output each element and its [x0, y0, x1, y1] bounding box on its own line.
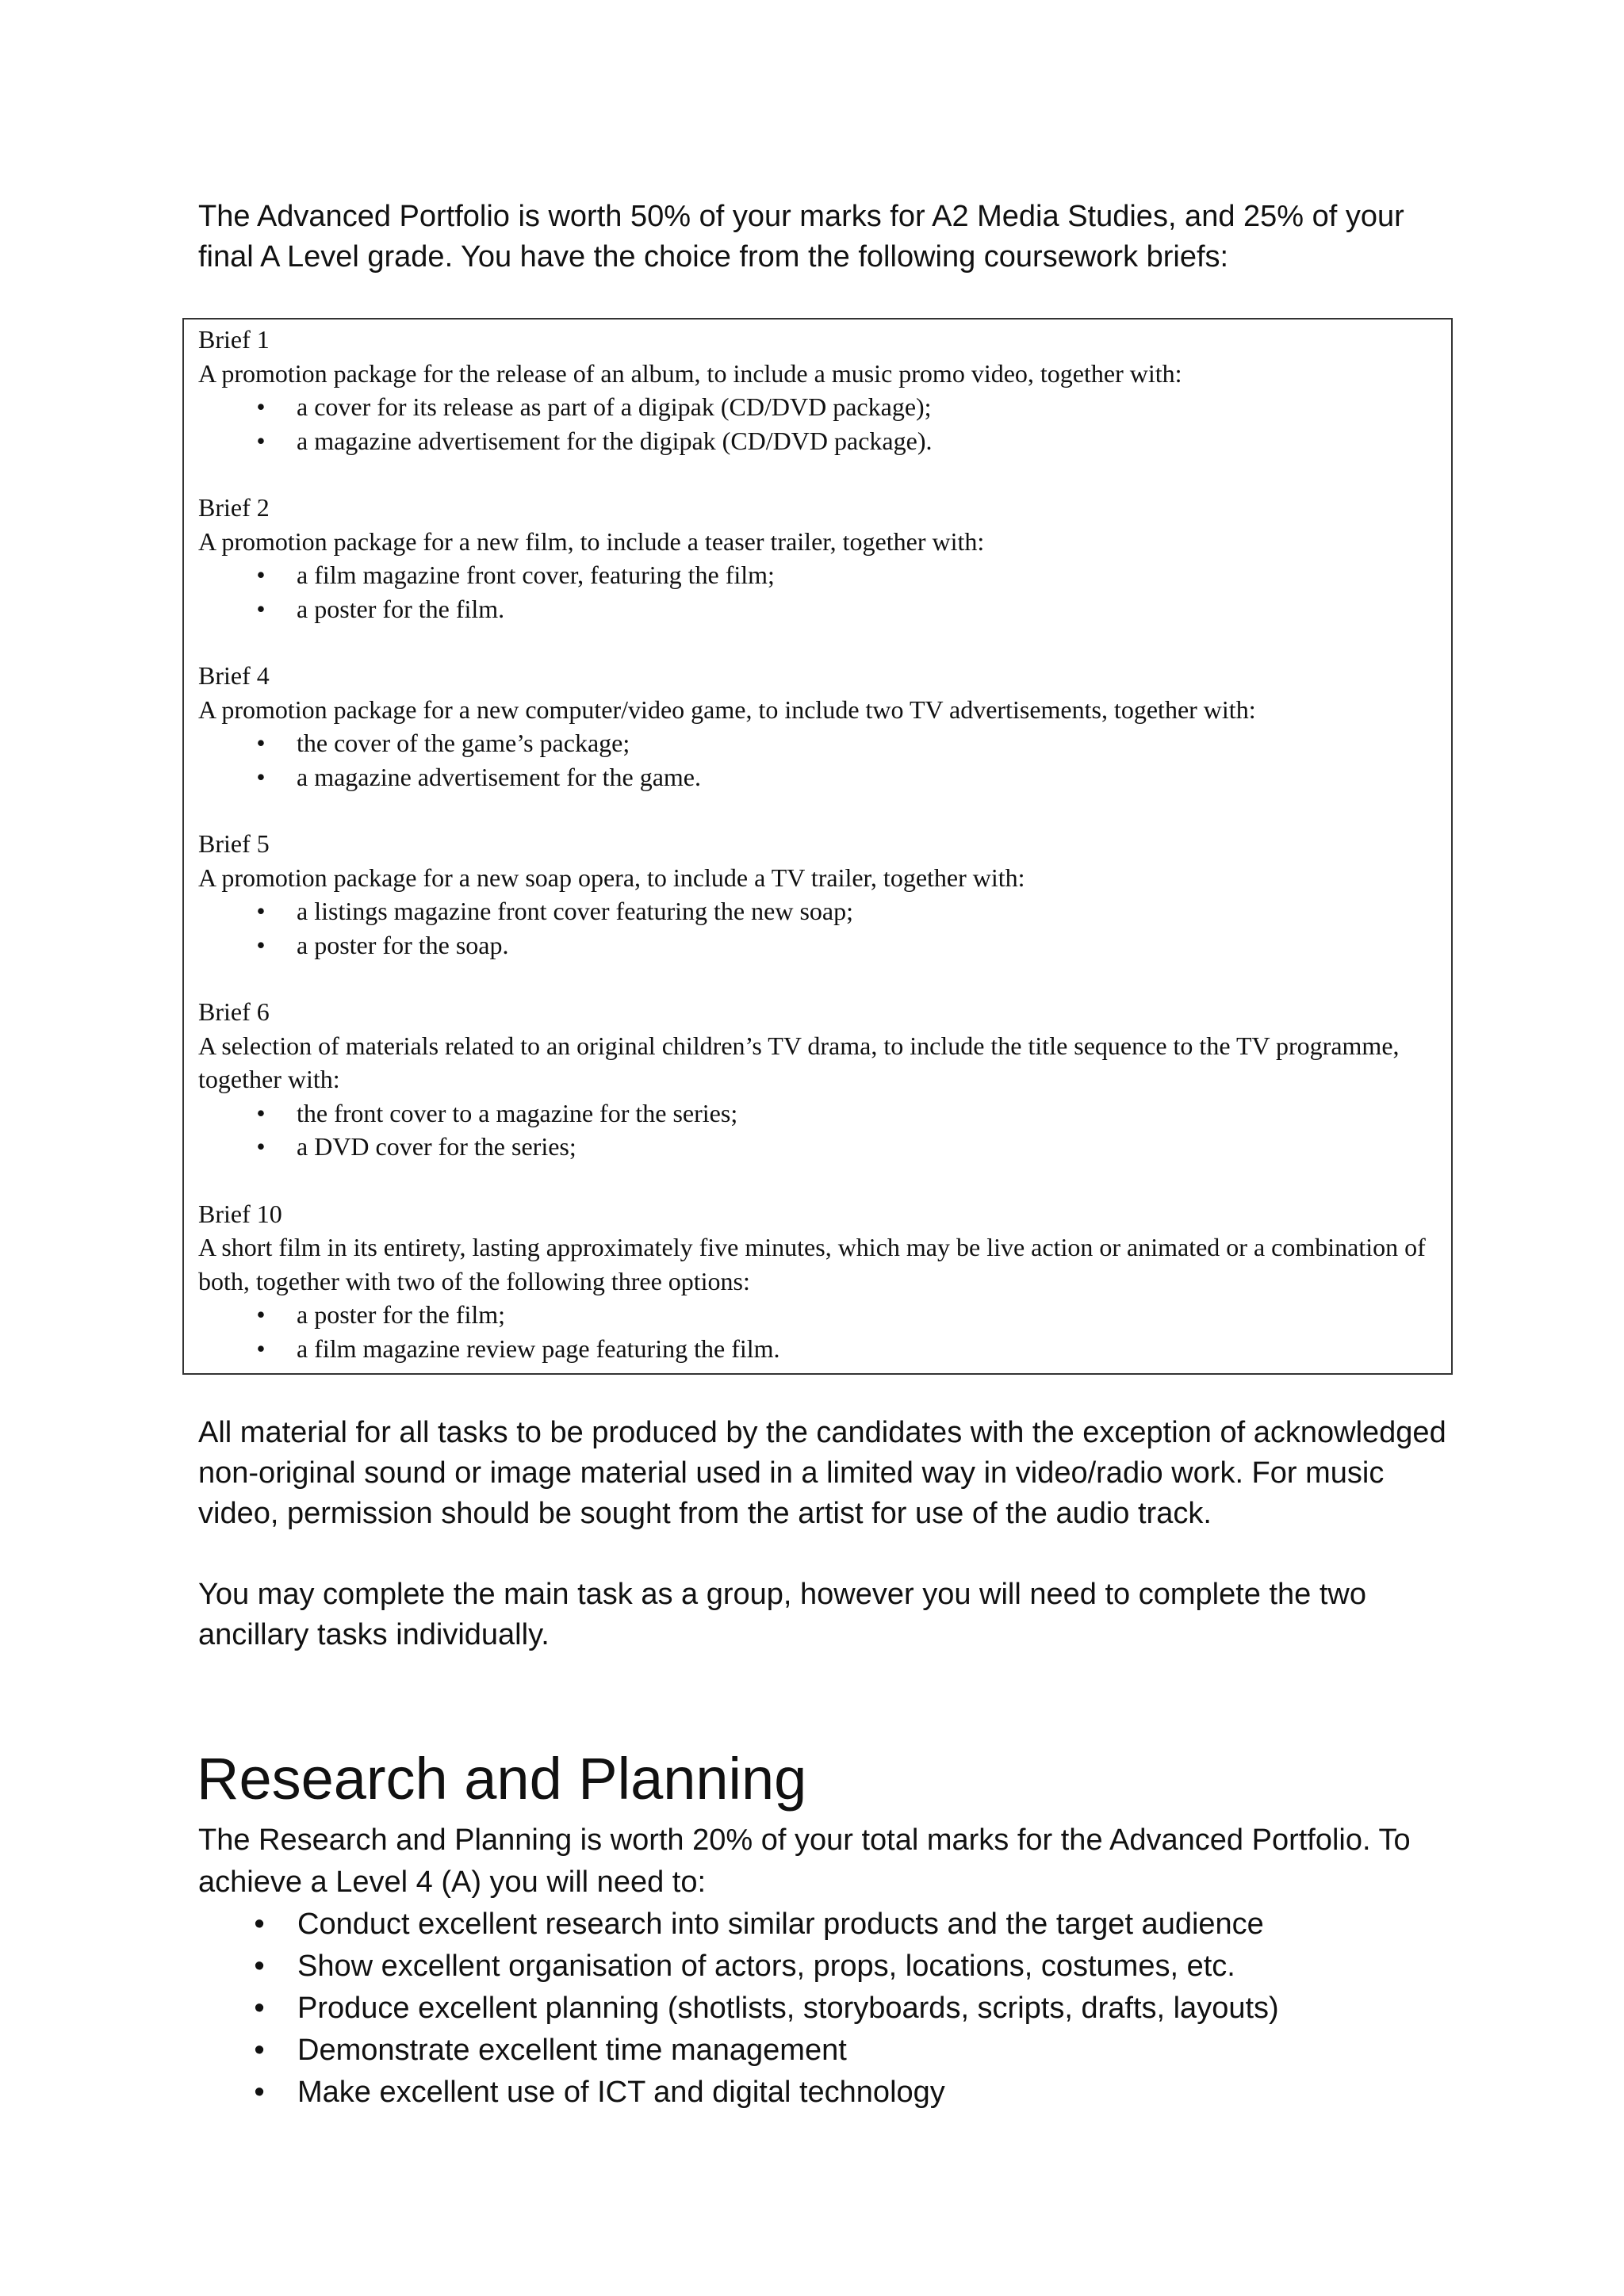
brief-title: Brief 5	[198, 829, 270, 858]
list-item	[198, 1332, 1437, 1366]
research-criteria-list	[198, 1904, 1467, 2114]
list-item	[198, 1096, 1437, 1131]
list-item-text: a poster for the film.	[297, 594, 505, 623]
bullet-icon: •	[254, 1992, 265, 2025]
list-item	[198, 558, 1437, 592]
brief-items	[198, 1096, 1437, 1164]
bullet-icon: •	[256, 930, 266, 959]
brief-items	[198, 1298, 1437, 1365]
brief-title: Brief 10	[198, 1199, 282, 1228]
list-item	[198, 1130, 1437, 1164]
brief-items	[198, 558, 1437, 626]
brief-items	[198, 894, 1437, 962]
list-item	[198, 760, 1437, 794]
brief-description: A selection of materials related to an original children’s TV drama, to include the title sequence to the TV programme, together with:	[198, 1031, 1400, 1093]
brief-description: A promotion package for the release of an album, to include a music promo video, together with:	[198, 358, 1182, 388]
brief-title: Brief 4	[198, 661, 270, 690]
brief-title: Brief 1	[198, 325, 270, 354]
list-item-text: a poster for the soap.	[297, 930, 509, 959]
intro-paragraph	[198, 197, 1459, 277]
coursework-briefs-box	[182, 318, 1453, 1375]
list-item	[198, 726, 1437, 760]
list-item	[198, 1904, 1467, 1946]
research-intro: The Research and Planning is worth 20% of your total marks for the Advanced Portfolio. To achieve a Level 4 (A) you will need to:	[198, 1823, 1411, 1899]
bullet-icon: •	[254, 1908, 265, 1941]
bullet-icon: •	[256, 1098, 266, 1127]
brief-description: A promotion package for a new computer/video game, to include two TV advertisements, together with:	[198, 695, 1256, 724]
list-item	[198, 1988, 1467, 2030]
brief-items	[198, 726, 1437, 794]
list-item-text: Show excellent organisation of actors, props, locations, costumes, etc.	[297, 1950, 1235, 1983]
intro-section	[198, 197, 1459, 277]
list-item	[198, 424, 1437, 458]
brief-4	[198, 659, 1437, 794]
bullet-icon: •	[256, 897, 266, 925]
bullet-icon: •	[256, 1132, 266, 1161]
list-item-text: a cover for its release as part of a digipak (CD/DVD package);	[297, 392, 932, 421]
brief-description: A promotion package for a new soap opera, to include a TV trailer, together with:	[198, 863, 1025, 892]
list-item-text: a poster for the film;	[297, 1300, 506, 1329]
brief-items	[198, 390, 1437, 457]
list-item-text: the front cover to a magazine for the series;	[297, 1098, 738, 1127]
list-item	[198, 390, 1437, 424]
bullet-icon: •	[256, 392, 266, 421]
bullet-icon: •	[256, 1300, 266, 1329]
list-item-text: a DVD cover for the series;	[297, 1132, 576, 1161]
section-heading: Research and Planning	[197, 1746, 807, 1812]
intro-line-2: final A Level grade. You have the choice from the following coursework briefs:	[198, 240, 1229, 274]
list-item-text: a magazine advertisement for the digipak (CD/DVD package).	[297, 426, 933, 455]
list-item-text: a film magazine front cover, featuring the film;	[297, 561, 775, 589]
bullet-icon: •	[254, 1950, 265, 1983]
list-item	[198, 894, 1437, 928]
brief-1	[198, 323, 1437, 457]
brief-6	[198, 995, 1437, 1164]
list-item	[198, 2072, 1467, 2114]
bullet-icon: •	[256, 594, 266, 623]
bullet-icon: •	[256, 561, 266, 589]
list-item-text: Produce excellent planning (shotlists, storyboards, scripts, drafts, layouts)	[297, 1992, 1279, 2025]
brief-title: Brief 6	[198, 997, 270, 1026]
list-item-text: a film magazine review page featuring the film.	[297, 1334, 780, 1363]
notes-section	[198, 1413, 1467, 1696]
materials-paragraph: All material for all tasks to be produced by the candidates with the exception of acknowledged non-original sound or image material used in a limited way in video/radio work. For music video, permission should be sought from the artist for use of the audio track.	[198, 1416, 1446, 1530]
bullet-icon: •	[256, 1334, 266, 1363]
brief-title: Brief 2	[198, 493, 270, 522]
list-item-text: a listings magazine front cover featuring the new soap;	[297, 897, 853, 925]
brief-5	[198, 827, 1437, 962]
list-item	[198, 928, 1437, 962]
intro-line-1: The Advanced Portfolio is worth 50% of your marks for A2 Media Studies, and 25% of your	[198, 200, 1404, 233]
list-item-text: Conduct excellent research into similar products and the target audience	[297, 1908, 1264, 1941]
list-item-text: Demonstrate excellent time management	[297, 2034, 847, 2067]
list-item	[198, 592, 1437, 626]
list-item-text: Make excellent use of ICT and digital technology	[297, 2076, 945, 2109]
list-item-text: the cover of the game’s package;	[297, 729, 630, 757]
bullet-icon: •	[254, 2034, 265, 2067]
list-item	[198, 1298, 1437, 1332]
bullet-icon: •	[256, 729, 266, 757]
bullet-icon: •	[256, 762, 266, 791]
bullet-icon: •	[254, 2076, 265, 2109]
brief-2	[198, 491, 1437, 626]
list-item-text: a magazine advertisement for the game.	[297, 762, 701, 791]
bullet-icon: •	[256, 426, 266, 455]
brief-description: A promotion package for a new film, to include a teaser trailer, together with:	[198, 526, 985, 556]
brief-description: A short film in its entirety, lasting approximately five minutes, which may be live action or animated or a combination of both, together with two of the following three options:	[198, 1233, 1426, 1295]
group-task-paragraph: You may complete the main task as a group, however you will need to complete the two ancillary tasks individually.	[198, 1578, 1366, 1651]
list-item	[198, 2030, 1467, 2072]
list-item	[198, 1946, 1467, 1988]
brief-10	[198, 1197, 1437, 1366]
research-planning-section	[198, 1820, 1467, 2114]
